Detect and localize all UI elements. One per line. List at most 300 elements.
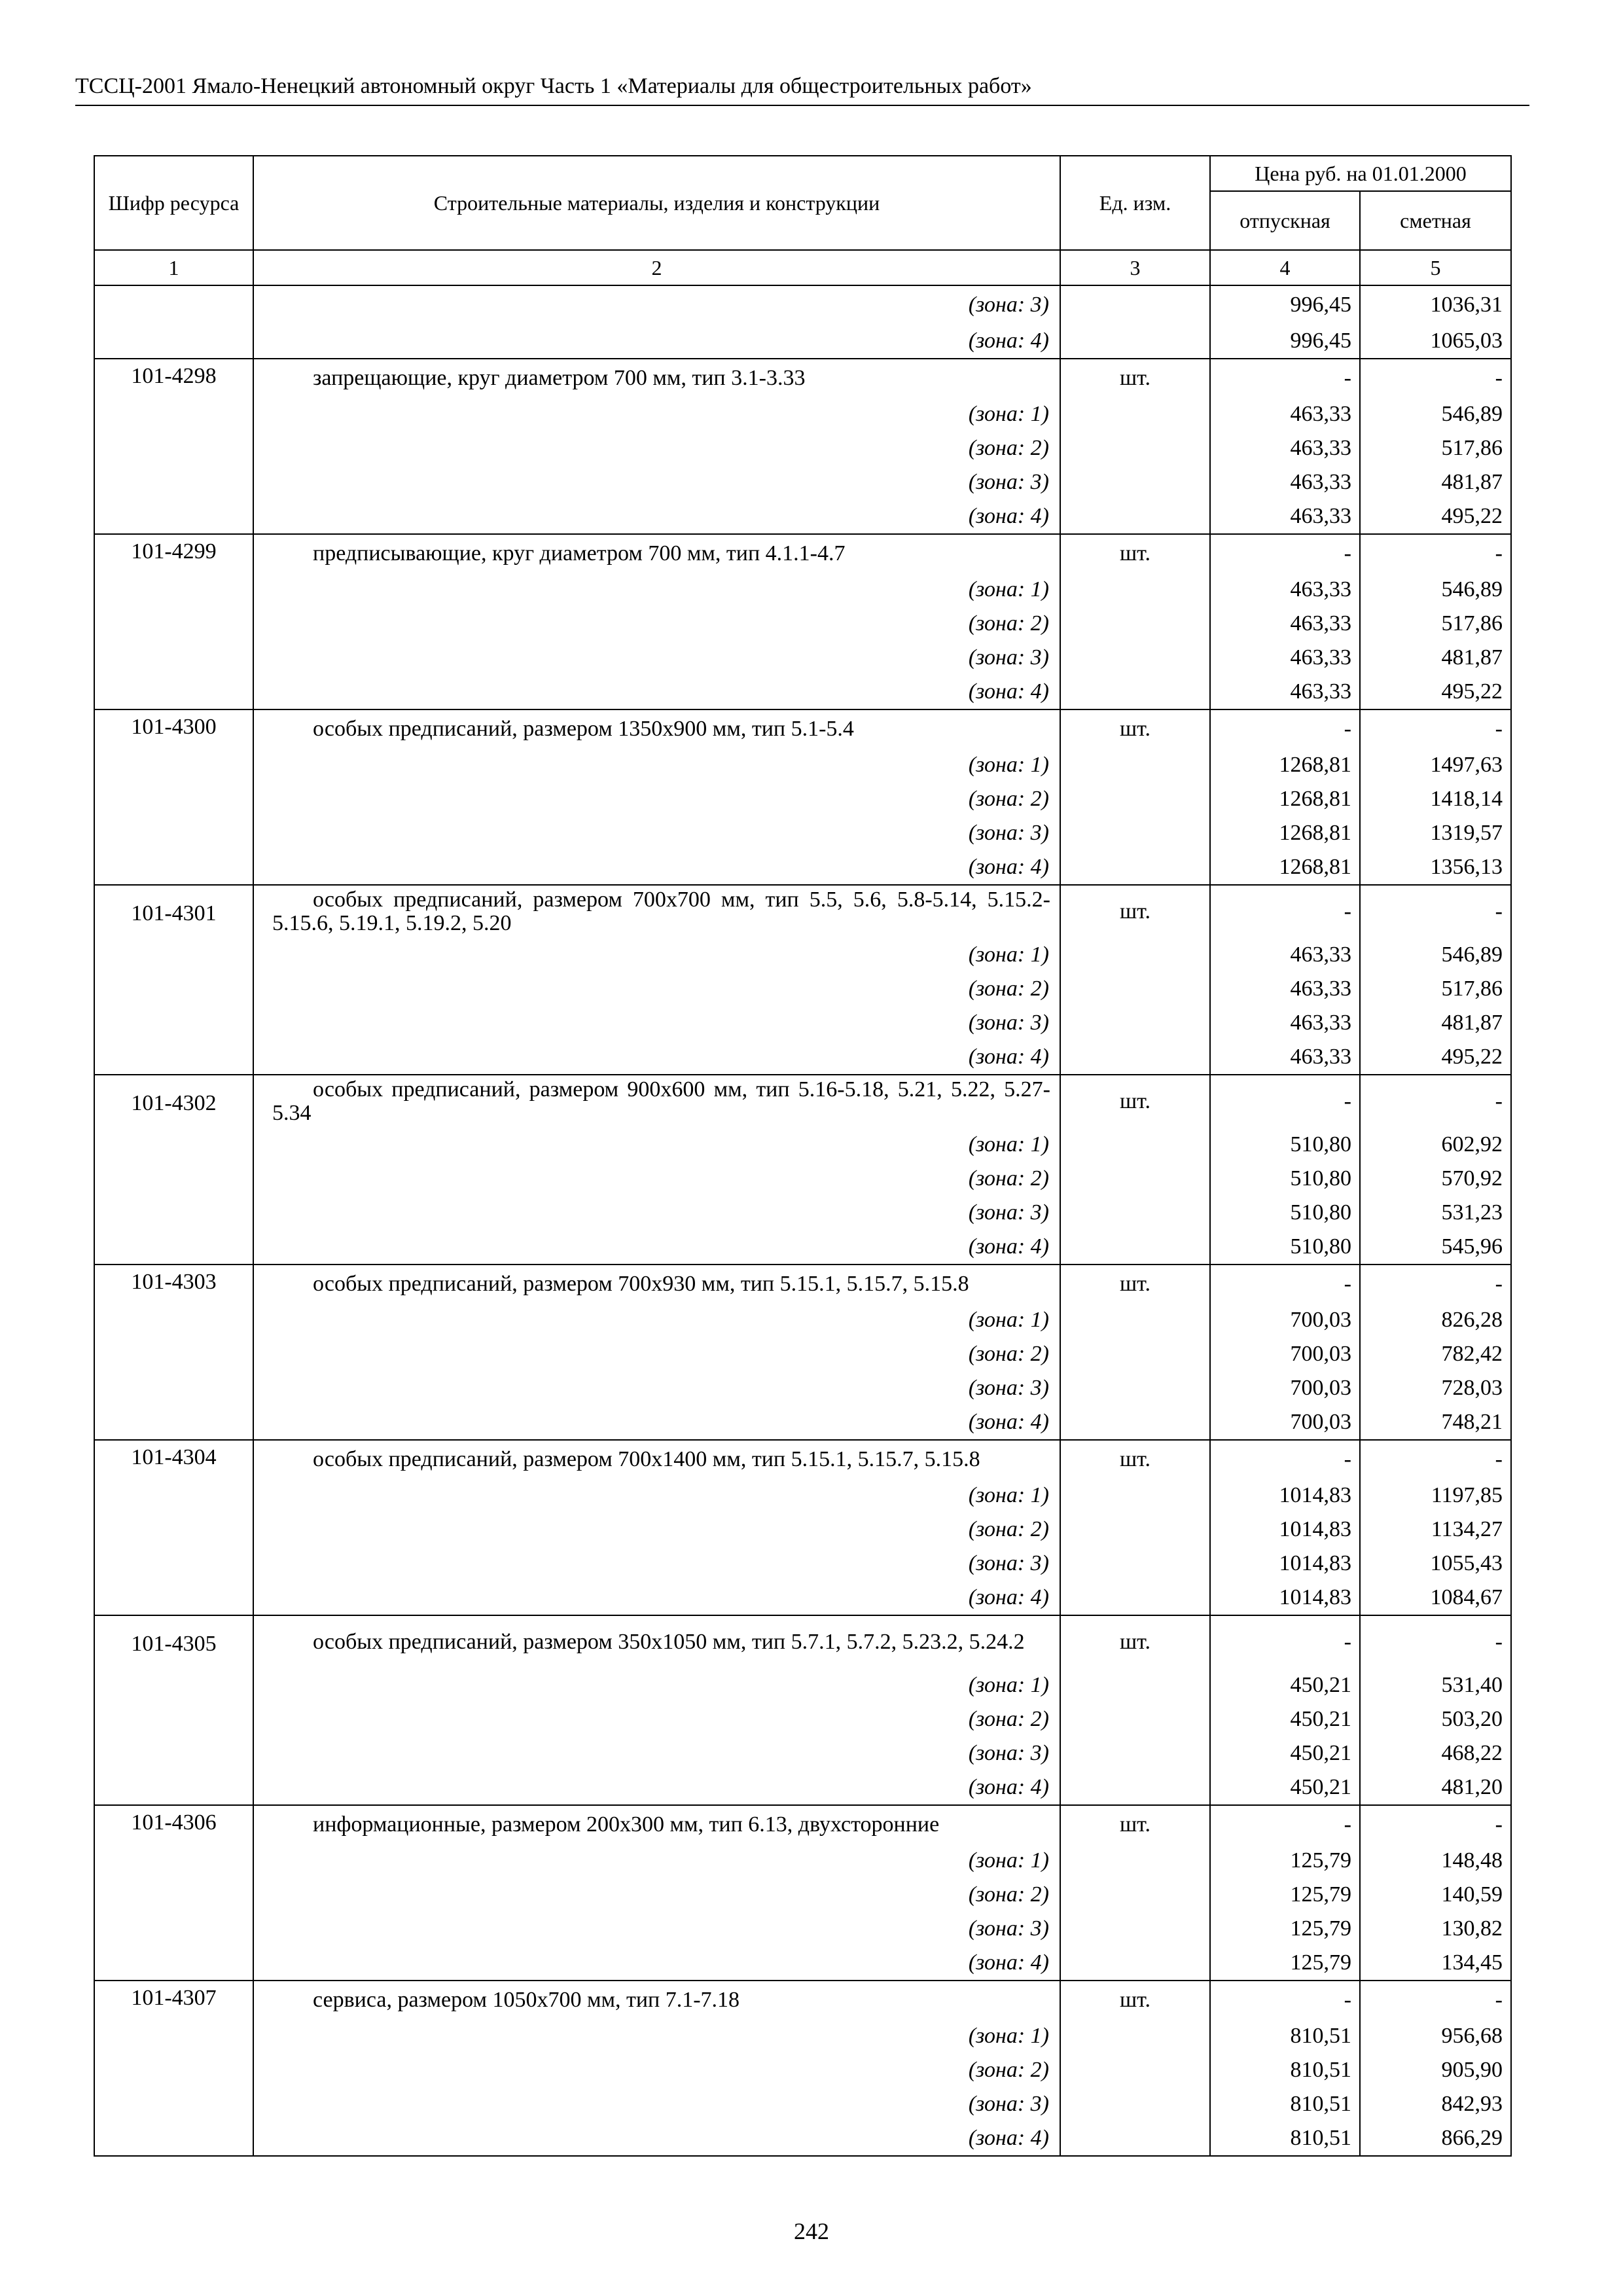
resource-code: 101-4307 (94, 1981, 253, 2019)
zone-label: (зона: 2) (253, 1162, 1060, 1196)
resource-code-empty (94, 607, 253, 641)
zone-label: (зона: 4) (253, 324, 1060, 359)
resource-code-empty (94, 1878, 253, 1912)
estimate-price: 503,20 (1360, 1702, 1511, 1736)
resource-code: 101-4301 (94, 885, 253, 938)
unit-cell-empty (1060, 1912, 1210, 1946)
table-row-zone (94, 2121, 1511, 2156)
material-name: сервиса, размером 1050х700 мм, тип 7.1-7.18 (313, 1988, 740, 2012)
release-price: 700,03 (1210, 1303, 1360, 1337)
table-row-zone (94, 397, 1511, 431)
release-price: 463,33 (1210, 641, 1360, 675)
estimate-price: 1319,57 (1360, 816, 1511, 850)
estimate-price: 782,42 (1360, 1337, 1511, 1371)
unit-cell-empty (1060, 573, 1210, 607)
material-name-cell (253, 709, 1060, 748)
zone-label: (зона: 1) (253, 573, 1060, 607)
table-row-zone (94, 1844, 1511, 1878)
zone-label: (зона: 2) (253, 1878, 1060, 1912)
table-row-zone (94, 499, 1511, 534)
page-number: 242 (794, 2218, 829, 2244)
table-row-zone (94, 1513, 1511, 1547)
resource-code-empty (94, 1547, 253, 1581)
material-name-cell (253, 1265, 1060, 1303)
resource-code-empty (94, 1844, 253, 1878)
zone-label: (зона: 3) (253, 1371, 1060, 1405)
zone-label: (зона: 2) (253, 1513, 1060, 1547)
table-row-zone (94, 1479, 1511, 1513)
estimate-price: 481,87 (1360, 465, 1511, 499)
unit-cell-empty (1060, 641, 1210, 675)
zone-label: (зона: 3) (253, 465, 1060, 499)
release-price: 125,79 (1210, 1946, 1360, 1981)
resource-code: 101-4299 (94, 534, 253, 573)
estimate-price: 148,48 (1360, 1844, 1511, 1878)
table-row-zone (94, 1581, 1511, 1615)
table-row-zone (94, 465, 1511, 499)
table-row-item (94, 1615, 1511, 1668)
unit-cell-empty (1060, 1668, 1210, 1702)
resource-code-empty (94, 641, 253, 675)
resource-code-empty (94, 465, 253, 499)
resource-code-empty (94, 324, 253, 359)
release-price: 810,51 (1210, 2053, 1360, 2087)
material-name: особых предписаний, размером 700х700 мм, тип 5.5, 5.6, 5.8-5.14, 5.15.2-5.15.6, 5.19.1, 5.19.2, 5.20 (272, 888, 1050, 935)
material-name-cell (253, 359, 1060, 397)
estimate-price: 905,90 (1360, 2053, 1511, 2087)
zone-label: (зона: 4) (253, 1405, 1060, 1440)
column-header-estimate: сметная (1360, 191, 1511, 250)
zone-label: (зона: 3) (253, 1006, 1060, 1040)
resource-code-empty (94, 1196, 253, 1230)
estimate-price: 1084,67 (1360, 1581, 1511, 1615)
release-price: 450,21 (1210, 1668, 1360, 1702)
resource-code-empty (94, 1006, 253, 1040)
resource-code-empty (94, 573, 253, 607)
release-price: 700,03 (1210, 1405, 1360, 1440)
estimate-price: 546,89 (1360, 938, 1511, 972)
material-name-cell (253, 534, 1060, 573)
table-row-item (94, 1981, 1511, 2019)
estimate-price: 826,28 (1360, 1303, 1511, 1337)
zone-label: (зона: 4) (253, 1040, 1060, 1075)
table-row-item (94, 1265, 1511, 1303)
estimate-price: 546,89 (1360, 573, 1511, 607)
release-price: 125,79 (1210, 1912, 1360, 1946)
unit-cell-empty (1060, 816, 1210, 850)
unit-cell: шт. (1060, 1981, 1210, 2019)
resource-code-empty (94, 1912, 253, 1946)
table-row-zone (94, 573, 1511, 607)
zone-label: (зона: 1) (253, 1479, 1060, 1513)
resource-code-empty (94, 2053, 253, 2087)
table-row-zone (94, 1371, 1511, 1405)
unit-cell-empty (1060, 607, 1210, 641)
estimate-price: - (1360, 1440, 1511, 1479)
table-row-zone (94, 2087, 1511, 2121)
table-row-zone (94, 1878, 1511, 1912)
estimate-price: - (1360, 1805, 1511, 1844)
resource-code: 101-4302 (94, 1075, 253, 1128)
resource-code-empty (94, 1668, 253, 1702)
release-price: 1014,83 (1210, 1479, 1360, 1513)
release-price: - (1210, 1075, 1360, 1128)
zone-label: (зона: 3) (253, 816, 1060, 850)
estimate-price: - (1360, 709, 1511, 748)
unit-cell-empty (1060, 1547, 1210, 1581)
release-price: 810,51 (1210, 2087, 1360, 2121)
resource-code-empty (94, 1405, 253, 1440)
estimate-price: 728,03 (1360, 1371, 1511, 1405)
resource-code-empty (94, 1736, 253, 1770)
release-price: - (1210, 534, 1360, 573)
release-price: 463,33 (1210, 938, 1360, 972)
table-row-zone (94, 1405, 1511, 1440)
zone-label: (зона: 3) (253, 1196, 1060, 1230)
resource-code-empty (94, 2087, 253, 2121)
table-row-zone (94, 2019, 1511, 2053)
resource-code: 101-4298 (94, 359, 253, 397)
table-row-zone (94, 1128, 1511, 1162)
material-name: запрещающие, круг диаметром 700 мм, тип 3.1-3.33 (313, 366, 806, 390)
estimate-price: - (1360, 1981, 1511, 2019)
zone-label: (зона: 1) (253, 1303, 1060, 1337)
estimate-price: 517,86 (1360, 972, 1511, 1006)
column-number-5: 5 (1360, 250, 1511, 285)
release-price: 810,51 (1210, 2019, 1360, 2053)
table-row-zone (94, 938, 1511, 972)
release-price: 463,33 (1210, 499, 1360, 534)
release-price: 450,21 (1210, 1770, 1360, 1805)
table-row-zone (94, 1337, 1511, 1371)
unit-cell: шт. (1060, 1440, 1210, 1479)
unit-cell-empty (1060, 972, 1210, 1006)
zone-label: (зона: 1) (253, 1844, 1060, 1878)
unit-cell-empty (1060, 1303, 1210, 1337)
release-price: 510,80 (1210, 1196, 1360, 1230)
zone-label: (зона: 2) (253, 431, 1060, 465)
release-price: 463,33 (1210, 431, 1360, 465)
release-price: 463,33 (1210, 397, 1360, 431)
unit-cell-empty (1060, 2019, 1210, 2053)
unit-cell-empty (1060, 2087, 1210, 2121)
zone-label: (зона: 1) (253, 1128, 1060, 1162)
release-price: - (1210, 1805, 1360, 1844)
estimate-price: - (1360, 1075, 1511, 1128)
release-price: 510,80 (1210, 1230, 1360, 1265)
estimate-price: 570,92 (1360, 1162, 1511, 1196)
column-number-3: 3 (1060, 250, 1210, 285)
resource-code-empty (94, 1513, 253, 1547)
resource-code: 101-4305 (94, 1615, 253, 1668)
resource-code-empty (94, 748, 253, 782)
material-name-cell (253, 885, 1060, 938)
resource-code-empty (94, 1128, 253, 1162)
table-row-zone (94, 607, 1511, 641)
resource-code-empty (94, 938, 253, 972)
release-price: 1268,81 (1210, 782, 1360, 816)
release-price: - (1210, 1615, 1360, 1668)
table-row-zone (94, 1230, 1511, 1265)
estimate-price: 602,92 (1360, 1128, 1511, 1162)
resource-code-empty (94, 431, 253, 465)
unit-cell-empty (1060, 1770, 1210, 1805)
release-price: - (1210, 1981, 1360, 2019)
release-price: - (1210, 1265, 1360, 1303)
estimate-price: 748,21 (1360, 1405, 1511, 1440)
zone-label: (зона: 1) (253, 748, 1060, 782)
column-header-price-group: Цена руб. на 01.01.2000 (1210, 156, 1511, 191)
material-name: особых предписаний, размером 1350х900 мм, тип 5.1-5.4 (313, 717, 854, 741)
estimate-price: 468,22 (1360, 1736, 1511, 1770)
release-price: - (1210, 885, 1360, 938)
unit-cell-empty (1060, 1479, 1210, 1513)
resource-code-empty (94, 1040, 253, 1075)
column-header-name: Строительные материалы, изделия и конструкции (253, 156, 1060, 250)
release-price: 463,33 (1210, 573, 1360, 607)
unit-cell: шт. (1060, 885, 1210, 938)
table-row-zone (94, 850, 1511, 885)
estimate-price: 531,40 (1360, 1668, 1511, 1702)
unit-cell-empty (1060, 1844, 1210, 1878)
release-price: 810,51 (1210, 2121, 1360, 2156)
estimate-price: 1418,14 (1360, 782, 1511, 816)
table-row-item (94, 885, 1511, 938)
price-table (94, 155, 1512, 2157)
estimate-price: 1356,13 (1360, 850, 1511, 885)
zone-label: (зона: 1) (253, 1668, 1060, 1702)
zone-label: (зона: 1) (253, 2019, 1060, 2053)
release-price: 1268,81 (1210, 816, 1360, 850)
unit-cell-empty (1060, 850, 1210, 885)
release-price: 1014,83 (1210, 1547, 1360, 1581)
unit-cell-empty (1060, 1513, 1210, 1547)
unit-cell-empty (1060, 324, 1210, 359)
estimate-price: 1055,43 (1360, 1547, 1511, 1581)
unit-cell: шт. (1060, 1075, 1210, 1128)
table-row-zone (94, 782, 1511, 816)
zone-label: (зона: 2) (253, 782, 1060, 816)
unit-cell-empty (1060, 1040, 1210, 1075)
resource-code-empty (94, 1303, 253, 1337)
estimate-price: 545,96 (1360, 1230, 1511, 1265)
release-price: 463,33 (1210, 607, 1360, 641)
estimate-price: 866,29 (1360, 2121, 1511, 2156)
zone-label: (зона: 4) (253, 1770, 1060, 1805)
release-price: 1014,83 (1210, 1581, 1360, 1615)
material-name: информационные, размером 200х300 мм, тип 6.13, двухсторонние (313, 1812, 940, 1837)
table-row-zone (94, 324, 1511, 359)
estimate-price: 495,22 (1360, 499, 1511, 534)
material-name: особых предписаний, размером 700х1400 мм, тип 5.15.1, 5.15.7, 5.15.8 (313, 1447, 980, 1471)
release-price: 463,33 (1210, 1040, 1360, 1075)
resource-code-empty (94, 1371, 253, 1405)
estimate-price: 495,22 (1360, 675, 1511, 709)
zone-label: (зона: 2) (253, 1337, 1060, 1371)
zone-label: (зона: 3) (253, 1912, 1060, 1946)
release-price: 463,33 (1210, 465, 1360, 499)
zone-label: (зона: 3) (253, 2087, 1060, 2121)
resource-code-empty (94, 850, 253, 885)
release-price: 1268,81 (1210, 748, 1360, 782)
estimate-price: - (1360, 359, 1511, 397)
table-row-zone (94, 285, 1511, 324)
zone-label: (зона: 2) (253, 607, 1060, 641)
estimate-price: 531,23 (1360, 1196, 1511, 1230)
material-name-cell (253, 1075, 1060, 1128)
table-row-zone (94, 1547, 1511, 1581)
column-header-code: Шифр ресурса (94, 156, 253, 250)
table-row-item (94, 359, 1511, 397)
table-row-zone (94, 816, 1511, 850)
estimate-price: 1036,31 (1360, 285, 1511, 324)
material-name: особых предписаний, размером 900х600 мм, тип 5.16-5.18, 5.21, 5.22, 5.27-5.34 (272, 1077, 1050, 1125)
header-divider (75, 105, 1529, 106)
resource-code-empty (94, 1581, 253, 1615)
unit-cell-empty (1060, 1337, 1210, 1371)
table-row-item (94, 1805, 1511, 1844)
release-price: 510,80 (1210, 1128, 1360, 1162)
table-body (94, 285, 1511, 2156)
resource-code-empty (94, 2019, 253, 2053)
table-header (94, 156, 1511, 285)
material-name-cell (253, 1615, 1060, 1668)
table-row-zone (94, 1702, 1511, 1736)
table-row-zone (94, 1006, 1511, 1040)
estimate-price: 842,93 (1360, 2087, 1511, 2121)
release-price: 1014,83 (1210, 1513, 1360, 1547)
unit-cell: шт. (1060, 534, 1210, 573)
table-row-zone (94, 1736, 1511, 1770)
resource-code-empty (94, 1946, 253, 1981)
estimate-price: 481,87 (1360, 641, 1511, 675)
column-header-unit: Ед. изм. (1060, 156, 1210, 250)
zone-label: (зона: 2) (253, 1702, 1060, 1736)
material-name: особых предписаний, размером 700х930 мм, тип 5.15.1, 5.15.7, 5.15.8 (313, 1272, 969, 1296)
unit-cell-empty (1060, 1006, 1210, 1040)
resource-code-empty (94, 972, 253, 1006)
table-row-zone (94, 2053, 1511, 2087)
estimate-price: 495,22 (1360, 1040, 1511, 1075)
unit-cell-empty (1060, 2121, 1210, 2156)
release-price: 996,45 (1210, 324, 1360, 359)
unit-cell: шт. (1060, 709, 1210, 748)
release-price: 463,33 (1210, 972, 1360, 1006)
column-header-release: отпускная (1210, 191, 1360, 250)
resource-code-empty (94, 2121, 253, 2156)
resource-code-empty (94, 1162, 253, 1196)
unit-cell-empty (1060, 782, 1210, 816)
estimate-price: 481,87 (1360, 1006, 1511, 1040)
unit-cell-empty (1060, 2053, 1210, 2087)
unit-cell-empty (1060, 1371, 1210, 1405)
unit-cell-empty (1060, 675, 1210, 709)
unit-cell-empty (1060, 1581, 1210, 1615)
resource-code-empty (94, 1479, 253, 1513)
table-row-zone (94, 1040, 1511, 1075)
unit-cell-empty (1060, 1230, 1210, 1265)
column-number-4: 4 (1210, 250, 1360, 285)
zone-label: (зона: 4) (253, 675, 1060, 709)
unit-cell-empty (1060, 748, 1210, 782)
release-price: - (1210, 1440, 1360, 1479)
unit-cell-empty (1060, 1405, 1210, 1440)
release-price: 700,03 (1210, 1337, 1360, 1371)
estimate-price: 134,45 (1360, 1946, 1511, 1981)
estimate-price: - (1360, 1265, 1511, 1303)
estimate-price: 140,59 (1360, 1878, 1511, 1912)
estimate-price: 1497,63 (1360, 748, 1511, 782)
material-name-cell (253, 1981, 1060, 2019)
estimate-price: 481,20 (1360, 1770, 1511, 1805)
zone-label: (зона: 3) (253, 285, 1060, 324)
resource-code: 101-4300 (94, 709, 253, 748)
resource-code: 101-4304 (94, 1440, 253, 1479)
zone-label: (зона: 3) (253, 641, 1060, 675)
estimate-price: 1134,27 (1360, 1513, 1511, 1547)
table-row-zone (94, 748, 1511, 782)
page-header-title: ТССЦ-2001 Ямало-Ненецкий автономный округ Часть 1 «Материалы для общестроительных работ» (75, 74, 1032, 98)
table-row-zone (94, 1912, 1511, 1946)
zone-label: (зона: 4) (253, 499, 1060, 534)
estimate-price: 546,89 (1360, 397, 1511, 431)
resource-code-empty (94, 1770, 253, 1805)
unit-cell-empty (1060, 1128, 1210, 1162)
table-row-item (94, 709, 1511, 748)
release-price: 700,03 (1210, 1371, 1360, 1405)
zone-label: (зона: 4) (253, 1230, 1060, 1265)
resource-code-empty (94, 1230, 253, 1265)
release-price: 125,79 (1210, 1844, 1360, 1878)
zone-label: (зона: 1) (253, 938, 1060, 972)
estimate-price: - (1360, 1615, 1511, 1668)
table-row-item (94, 1440, 1511, 1479)
zone-label: (зона: 2) (253, 2053, 1060, 2087)
release-price: 510,80 (1210, 1162, 1360, 1196)
unit-cell-empty (1060, 285, 1210, 324)
resource-code-empty (94, 285, 253, 324)
unit-cell: шт. (1060, 359, 1210, 397)
estimate-price: 1197,85 (1360, 1479, 1511, 1513)
unit-cell-empty (1060, 1196, 1210, 1230)
release-price: 450,21 (1210, 1702, 1360, 1736)
unit-cell: шт. (1060, 1805, 1210, 1844)
estimate-price: 517,86 (1360, 607, 1511, 641)
zone-label: (зона: 4) (253, 2121, 1060, 2156)
release-price: 463,33 (1210, 675, 1360, 709)
table-row-zone (94, 1770, 1511, 1805)
resource-code: 101-4306 (94, 1805, 253, 1844)
table-row-zone (94, 1946, 1511, 1981)
unit-cell-empty (1060, 1946, 1210, 1981)
unit-cell-empty (1060, 1878, 1210, 1912)
table-row-zone (94, 1668, 1511, 1702)
unit-cell: шт. (1060, 1265, 1210, 1303)
estimate-price: 517,86 (1360, 431, 1511, 465)
estimate-price: - (1360, 885, 1511, 938)
release-price: 450,21 (1210, 1736, 1360, 1770)
material-name: предписывающие, круг диаметром 700 мм, тип 4.1.1-4.7 (313, 541, 846, 565)
unit-cell-empty (1060, 397, 1210, 431)
material-name: особых предписаний, размером 350х1050 мм, тип 5.7.1, 5.7.2, 5.23.2, 5.24.2 (313, 1630, 1025, 1654)
estimate-price: 956,68 (1360, 2019, 1511, 2053)
zone-label: (зона: 3) (253, 1547, 1060, 1581)
resource-code-empty (94, 675, 253, 709)
unit-cell-empty (1060, 938, 1210, 972)
resource-code-empty (94, 397, 253, 431)
resource-code-empty (94, 816, 253, 850)
release-price: 463,33 (1210, 1006, 1360, 1040)
